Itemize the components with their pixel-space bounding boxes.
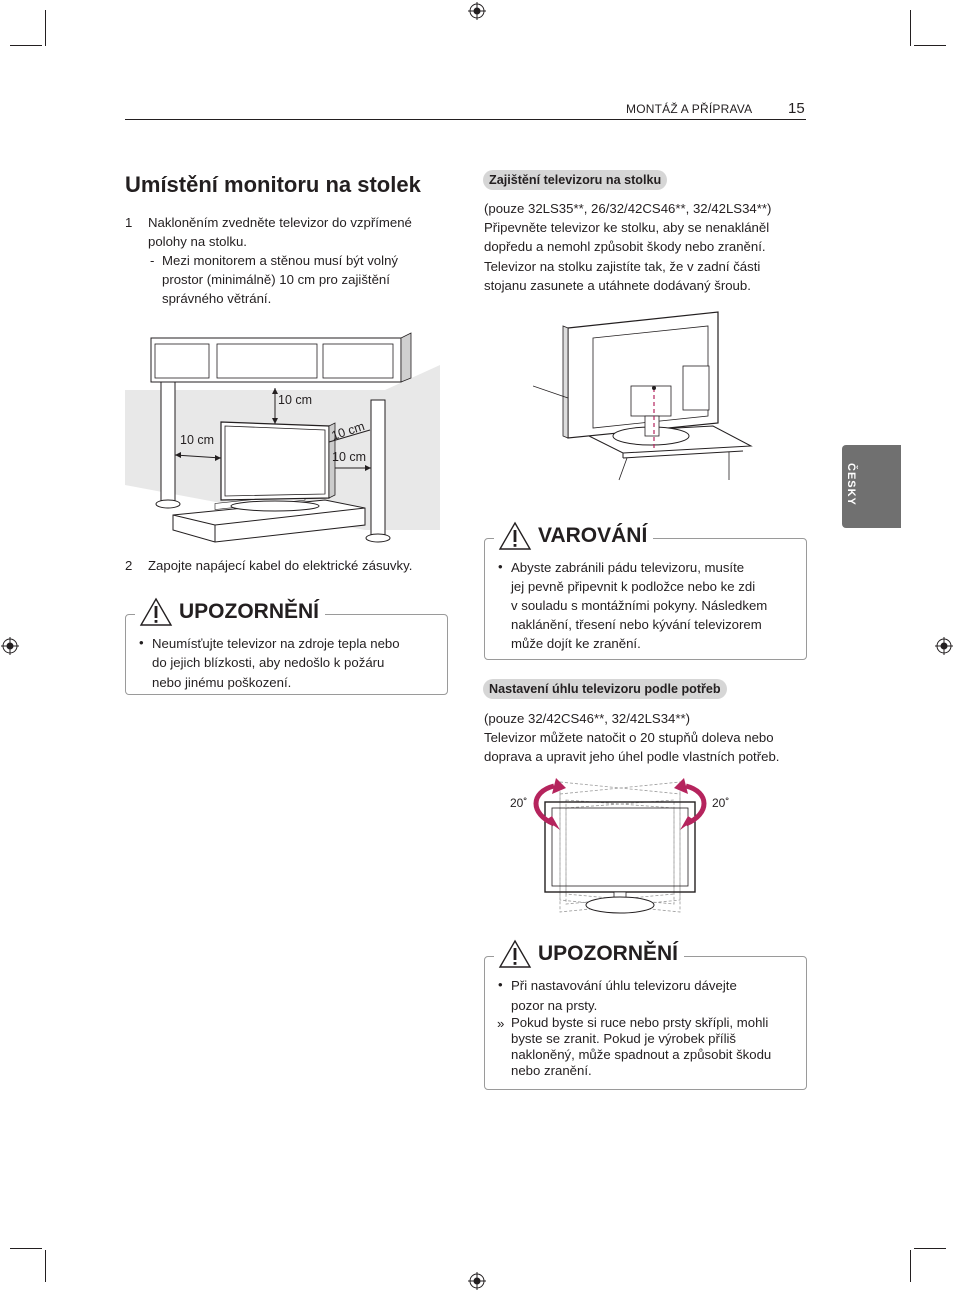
warning-text: může dojít ke zranění. <box>511 636 641 651</box>
tv-clearance-illustration <box>125 330 443 548</box>
caution-title-text: UPOZORNĚNÍ <box>538 942 679 965</box>
crop-mark <box>914 1248 946 1249</box>
step-text: Zapojte napájecí kabel do elektrické zásuvky. <box>148 558 413 573</box>
paragraph-text: stojanu zasunete a utáhnete dodávaný šroub. <box>484 278 751 293</box>
header-rule <box>125 119 806 120</box>
sub-step-text: správného větrání. <box>162 291 272 306</box>
paragraph-text: Televizor na stolku zajistíte tak, že v zadní části <box>484 259 761 274</box>
warning-triangle-icon <box>498 521 532 551</box>
sub-step-text: prostor (minimálně) 10 cm pro zajištění <box>162 272 390 287</box>
caution-text: nebo jinému poškození. <box>152 675 292 690</box>
warning-text: jej pevně připevnit k podložce nebo ke zdi <box>511 579 756 594</box>
warning-title <box>494 516 653 556</box>
crop-mark <box>910 10 911 46</box>
crop-mark <box>10 45 42 46</box>
angle-label-right: 20˚ <box>712 796 730 810</box>
caution-title <box>494 934 684 974</box>
page-number: 15 <box>788 100 805 117</box>
bullet: • <box>139 635 144 650</box>
paragraph-text: Připevněte televizor ke stolku, aby se nenakláněl <box>484 220 770 235</box>
registration-mark-icon <box>1 637 19 655</box>
paragraph-text: Televizor můžete natočit o 20 stupňů doleva nebo <box>484 730 774 745</box>
crop-mark <box>10 1248 42 1249</box>
tv-swivel-illustration <box>530 772 710 922</box>
paragraph-text: (pouze 32/42CS46**, 32/42LS34**) <box>484 711 691 726</box>
paragraph-text: (pouze 32LS35**, 26/32/42CS46**, 32/42LS34**) <box>484 201 772 216</box>
clearance-label-right-top: 10 cm <box>329 419 367 443</box>
warning-text: Abyste zabránili pádu televizoru, musíte <box>511 560 745 575</box>
caution-text: do jejich blízkosti, aby nedošlo k požáru <box>152 655 385 670</box>
running-header: MONTÁŽ A PŘÍPRAVA <box>626 102 753 116</box>
caution-text: Při nastavování úhlu televizoru dávejte <box>511 978 737 993</box>
caution-sub-text: Pokud byste si ruce nebo prsty skřípli, mohli <box>511 1015 769 1030</box>
caution-sub-text: byste se zranit. Pokud je výrobek příliš <box>511 1031 737 1046</box>
step-text: Nakloněním zvedněte televizor do vzpřímené <box>148 215 412 230</box>
tv-back-screw-illustration <box>533 308 753 483</box>
section-pill: Zajištění televizoru na stolku <box>483 170 667 190</box>
caution-title <box>135 592 325 632</box>
registration-mark-icon <box>935 637 953 655</box>
angle-label-left: 20˚ <box>510 796 528 810</box>
bullet: • <box>498 559 503 574</box>
crop-mark <box>45 10 46 46</box>
clearance-label-top: 10 cm <box>278 393 313 407</box>
paragraph-text: doprava a upravit jeho úhel podle vlastních potřeb. <box>484 749 780 764</box>
caution-title-text: UPOZORNĚNÍ <box>179 600 320 623</box>
clearance-label-left: 10 cm <box>180 433 215 447</box>
caution-sub-text: nakloněný, může spadnout a způsobit škodu <box>511 1047 772 1062</box>
step-number: 2 <box>125 558 133 573</box>
sub-bullet: » <box>497 1016 505 1031</box>
page-title: Umístění monitoru na stolek <box>125 172 421 197</box>
step-text: polohy na stolku. <box>148 234 247 249</box>
caution-text: Neumísťujte televizor na zdroje tepla nebo <box>152 636 400 651</box>
language-tab-label: ČESKY <box>845 463 857 506</box>
sub-step-text: Mezi monitorem a stěnou musí být volný <box>162 253 399 268</box>
paragraph-text: dopředu a nemohl způsobit škody nebo zranění. <box>484 239 766 254</box>
step-number: 1 <box>125 215 133 230</box>
sub-step-marker: - <box>150 253 155 268</box>
crop-mark <box>910 1250 911 1282</box>
crop-mark <box>914 45 946 46</box>
crop-mark <box>45 1250 46 1282</box>
registration-mark-icon <box>468 2 486 20</box>
language-tab <box>842 445 901 528</box>
section-pill: Nastavení úhlu televizoru podle potřeb <box>483 679 727 699</box>
caution-sub-text: nebo zranění. <box>511 1063 592 1078</box>
warning-text: v souladu s montážními pokyny. Následkem <box>511 598 768 613</box>
bullet: • <box>498 977 503 992</box>
warning-text: naklánění, třesení nebo kývání televizorem <box>511 617 762 632</box>
registration-mark-icon <box>468 1272 486 1290</box>
warning-triangle-icon <box>498 939 532 969</box>
clearance-label-right: 10 cm <box>332 450 367 464</box>
warning-title-text: VAROVÁNÍ <box>538 524 648 547</box>
caution-text: pozor na prsty. <box>511 998 598 1013</box>
warning-triangle-icon <box>139 597 173 627</box>
